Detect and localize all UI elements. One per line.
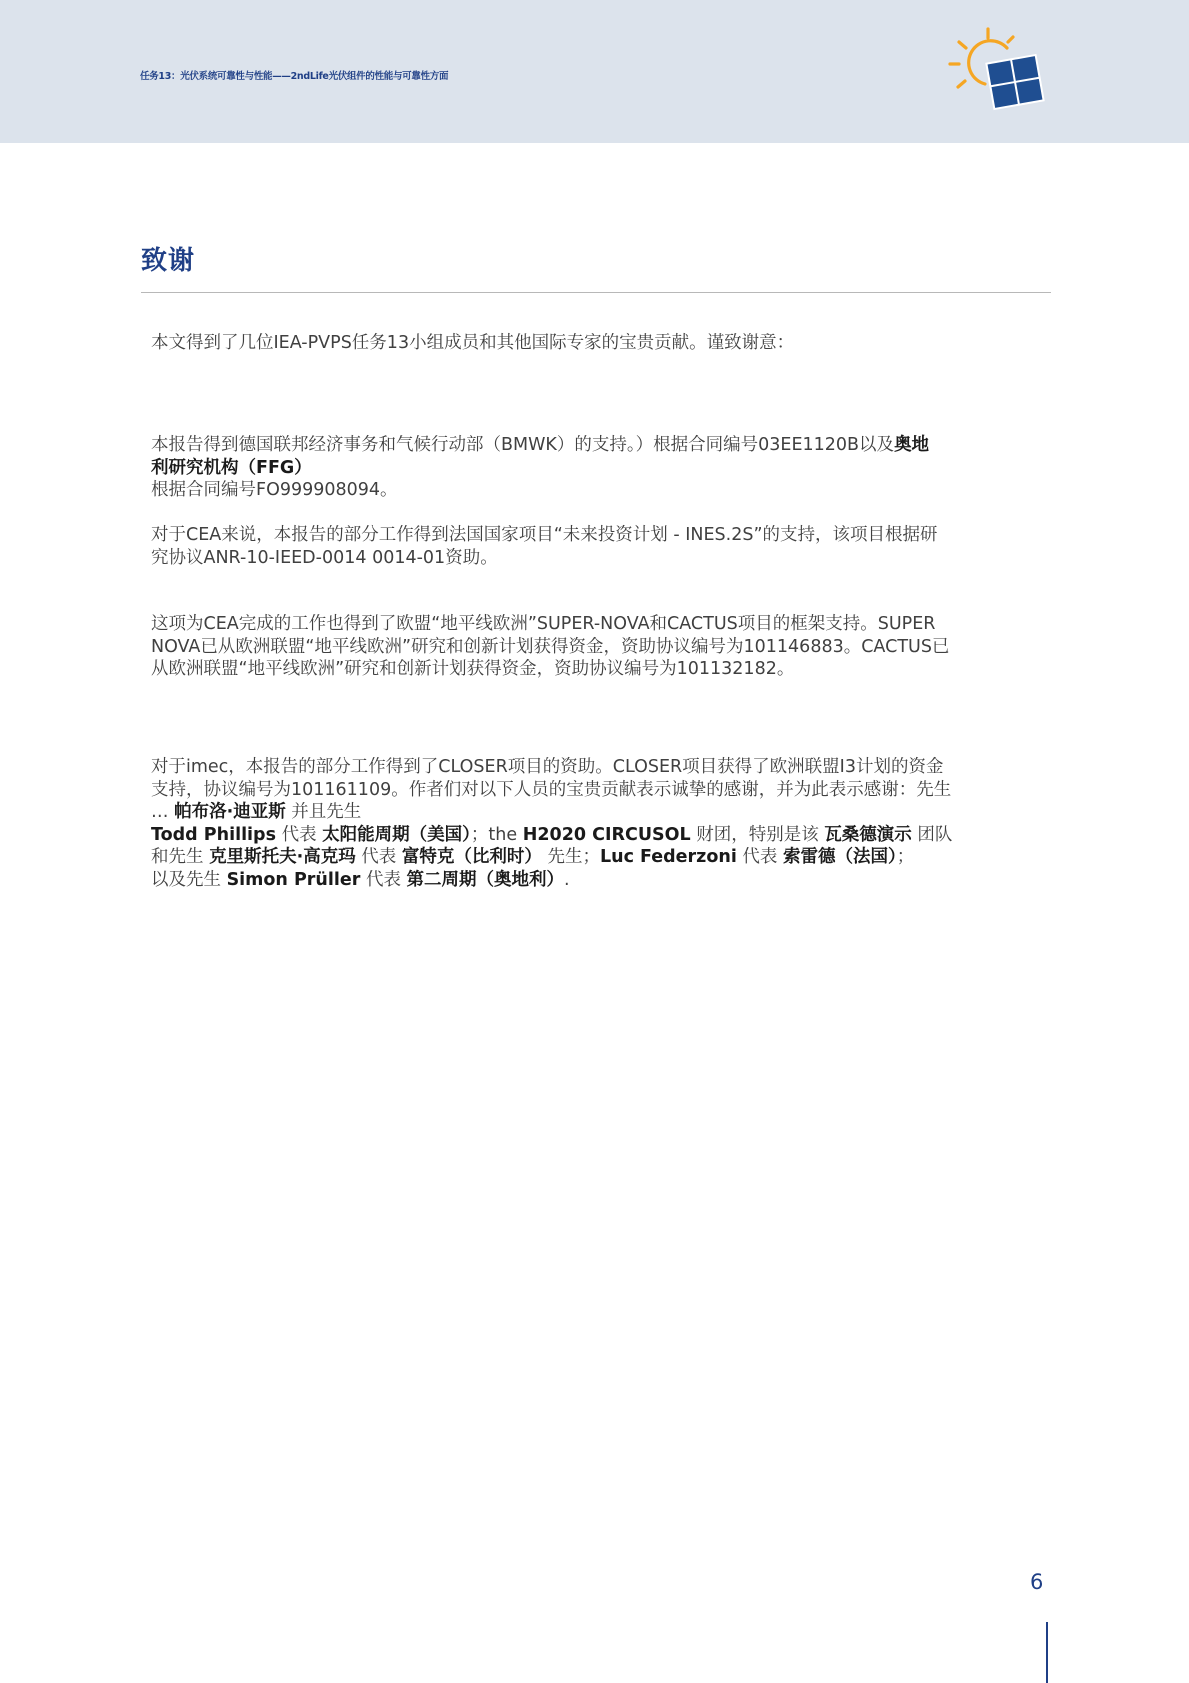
imec-text: 代表 xyxy=(736,847,783,867)
header-band xyxy=(0,0,1189,143)
intro-text: 本文得到了几位IEA-PVPS任务13小组成员和其他国际专家的宝贵贡献。谨致谢意： xyxy=(151,333,795,353)
organization-name: H2020 CIRCUSOL xyxy=(522,824,691,845)
organization-name: 第二周期（奥地利） xyxy=(406,869,565,890)
title-divider xyxy=(141,292,1051,293)
imec-text: … xyxy=(151,802,175,822)
imec-text: 以及先生 xyxy=(151,869,227,890)
horizon-line-1: 这项为CEA完成的工作也得到了欧盟“地平线欧洲”SUPER-NOVA和CACTUS项目的框架支持。SUPER xyxy=(151,614,936,634)
imec-line-5 xyxy=(151,846,1051,869)
imec-line-4 xyxy=(151,824,1051,847)
person-name: Todd Phillips xyxy=(151,824,277,845)
imec-text: 财团，特别是该 xyxy=(690,824,825,845)
organization-name: 太阳能周期（美国） xyxy=(322,824,471,845)
organization-name: 富特克（比利时） xyxy=(401,847,542,867)
horizon-line-2: NOVA已从欧洲联盟“地平线欧洲”研究和创新计划获得资金，资助协议编号为101146883。CACTUS已 xyxy=(151,636,950,657)
page-title: 致谢 xyxy=(141,246,196,276)
imec-text: 代表 xyxy=(276,824,323,845)
imec-text: 代表 xyxy=(355,847,402,867)
imec-paragraph xyxy=(151,756,1051,891)
header-title: 任务13：光伏系统可靠性与性能——2ndLife光伏组件的性能与可靠性方面 xyxy=(140,71,449,82)
imec-text: . xyxy=(564,869,570,890)
cea-line-1: 对于CEA来说，本报告的部分工作得到法国国家项目“未来投资计划 - INES.2S”的支持，该项目根据研 xyxy=(151,525,938,545)
bmwk-line-2 xyxy=(151,457,1051,480)
cea-line-2: 究协议ANR-10-IEED-0014 0014-01资助。 xyxy=(151,547,498,568)
imec-text: 和先生 xyxy=(151,847,210,867)
cea-paragraph xyxy=(151,524,1051,569)
person-name: 帕布洛·迪亚斯 xyxy=(174,802,286,822)
horizon-line-3: 从欧洲联盟“地平线欧洲”研究和创新计划获得资金，资助协议编号为101132182。 xyxy=(151,659,795,679)
imec-text: ；the xyxy=(470,824,523,845)
ffg-name-part-2: 利研究机构（FFG） xyxy=(151,457,312,478)
sun-solar-panel-logo xyxy=(945,26,1045,120)
imec-line-6 xyxy=(151,869,1051,892)
person-name: Luc Federzoni xyxy=(599,847,737,867)
imec-text: 团队 xyxy=(911,824,953,845)
imec-line-1: 对于imec，本报告的部分工作得到了CLOSER项目的资助。CLOSER项目获得了欧洲联盟I3计划的资金 xyxy=(151,757,944,777)
organization-name: 瓦桑德演示 xyxy=(824,824,912,845)
page-number-bar xyxy=(1046,1622,1048,1683)
bmwk-line-1 xyxy=(151,434,1051,457)
page-number: 6 xyxy=(1030,1570,1044,1594)
bmwk-paragraph xyxy=(151,434,1051,502)
organization-name: 索雷德（法国） xyxy=(782,847,897,867)
imec-text: 并且先生 xyxy=(285,802,362,822)
intro-paragraph xyxy=(151,332,1051,355)
ffg-name-part-1: 奥地 xyxy=(894,435,930,455)
bmwk-text-1: 本报告得到德国联邦经济事务和气候行动部（BMWK）的支持。）根据合同编号03EE1120B以及 xyxy=(151,435,895,455)
bmwk-line-3: 根据合同编号FO999908094。 xyxy=(151,480,398,500)
horizon-paragraph xyxy=(151,613,1051,681)
imec-line-3 xyxy=(151,801,1051,824)
person-name: 克里斯托夫·高克玛 xyxy=(209,847,356,867)
imec-text: ； xyxy=(896,847,915,867)
imec-text: 代表 xyxy=(360,869,407,890)
imec-line-2: 支持，协议编号为101161109。作者们对以下人员的宝贵贡献表示诚挚的感谢，并为此表示感谢：先生 xyxy=(151,779,952,800)
imec-text: 先生； xyxy=(541,847,600,867)
person-name: Simon Prüller xyxy=(226,869,361,890)
